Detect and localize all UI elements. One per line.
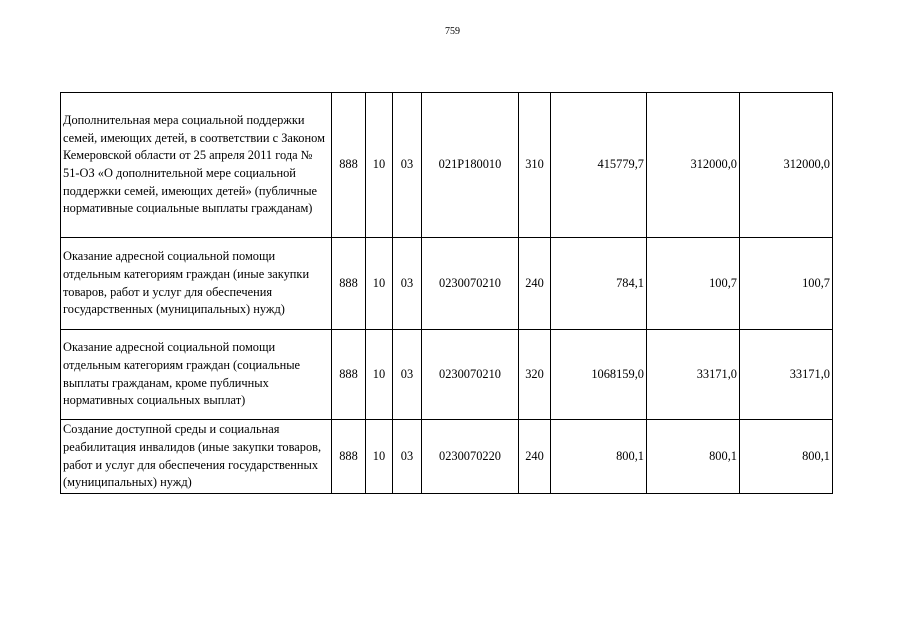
row-rz: 10	[366, 420, 393, 494]
row-name: Дополнительная мера социальной поддержки семей, имеющих детей, в соответствии с Законом Кемеровской области от 25 апреля 2011 года № 51-ОЗ «О дополнительной мере социальной поддержки семей, имеющих детей» (публичные нормативные социальные выплаты гражданам)	[61, 93, 332, 238]
table-row	[61, 238, 833, 330]
row-sum-2: 312000,0	[647, 93, 740, 238]
row-sum-3: 33171,0	[740, 330, 833, 420]
row-csr: 0230070210	[422, 238, 519, 330]
table-row	[61, 420, 833, 494]
row-sum-3: 312000,0	[740, 93, 833, 238]
row-rz: 10	[366, 330, 393, 420]
row-pr: 03	[393, 330, 422, 420]
row-pr: 03	[393, 93, 422, 238]
row-sum-2: 33171,0	[647, 330, 740, 420]
row-rz: 10	[366, 93, 393, 238]
row-name: Оказание адресной социальной помощи отдельным категориям граждан (социальные выплаты гражданам, кроме публичных нормативных социальных выплат)	[61, 330, 332, 420]
row-vr: 240	[519, 420, 551, 494]
budget-table	[60, 92, 833, 494]
row-sum-1: 800,1	[551, 420, 647, 494]
row-name: Создание доступной среды и социальная реабилитация инвалидов (иные закупки товаров, работ и услуг для обеспечения государственных (муниципальных) нужд)	[61, 420, 332, 494]
row-vr: 240	[519, 238, 551, 330]
row-sum-1: 1068159,0	[551, 330, 647, 420]
row-sum-3: 100,7	[740, 238, 833, 330]
table-row	[61, 93, 833, 238]
row-gr: 888	[332, 420, 366, 494]
row-sum-1: 415779,7	[551, 93, 647, 238]
row-sum-2: 800,1	[647, 420, 740, 494]
row-gr: 888	[332, 93, 366, 238]
row-gr: 888	[332, 330, 366, 420]
row-vr: 320	[519, 330, 551, 420]
row-sum-2: 100,7	[647, 238, 740, 330]
row-pr: 03	[393, 420, 422, 494]
row-sum-3: 800,1	[740, 420, 833, 494]
row-csr: 021P180010	[422, 93, 519, 238]
row-csr: 0230070210	[422, 330, 519, 420]
row-rz: 10	[366, 238, 393, 330]
row-vr: 310	[519, 93, 551, 238]
row-csr: 0230070220	[422, 420, 519, 494]
row-pr: 03	[393, 238, 422, 330]
row-sum-1: 784,1	[551, 238, 647, 330]
row-name: Оказание адресной социальной помощи отдельным категориям граждан (иные закупки товаров, работ и услуг для обеспечения государственных (муниципальных) нужд)	[61, 238, 332, 330]
page-number: 759	[445, 26, 460, 37]
row-gr: 888	[332, 238, 366, 330]
table-row	[61, 330, 833, 420]
